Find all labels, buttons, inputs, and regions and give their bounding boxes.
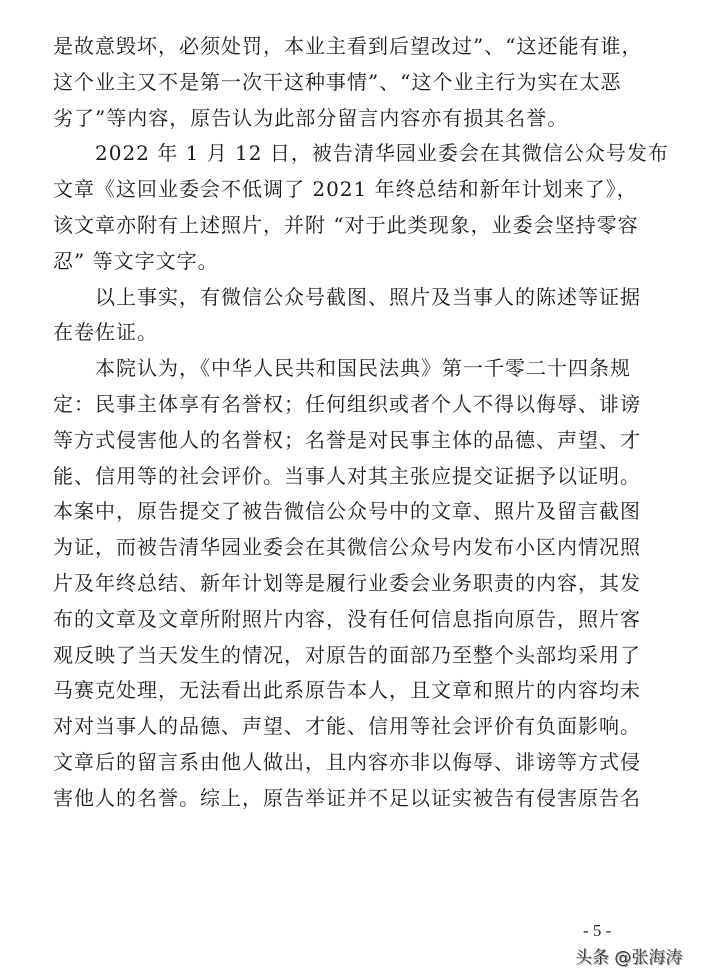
text-line: 观反映了当天发生的情况，对原告的面部乃至整个头部均采用了 [53,642,641,667]
text-line: 布的文章及文章所附照片内容，没有任何信息指向原告，照片客 [53,606,641,631]
text-line: 在卷佐证。 [53,320,158,345]
paragraph-start-line: 本院认为，《中华人民共和国民法典》第一千零二十四条规 [95,356,631,381]
watermark: 头条 @张海涛 [575,948,683,968]
text-line: 害他人的名誉。综上，原告举证并不足以证实被告有侵害原告名 [53,785,641,810]
document-body [53,29,669,817]
paragraph-start-line: 2022 年 1 月 12 日，被告清华园业委会在其微信公众号发布 [95,141,669,166]
text-line: 片及年终总结、新年计划等是履行业委会业务职责的内容，其发 [53,570,641,595]
page-number: - 5 - [583,921,612,940]
text-line: 为证，而被告清华园业委会在其微信公众号内发布小区内情况照 [53,535,641,560]
text-line: 等方式侵害他人的名誉权；名誉是对民事主体的品德、声望、才 [53,427,641,452]
text-line: 定：民事主体享有名誉权；任何组织或者个人不得以侮辱、诽谤 [53,391,641,416]
text-line: 马赛克处理，无法看出此系原告本人，且文章和照片的内容均未 [53,678,641,703]
text-line: 劣了”等内容，原告认为此部分留言内容亦有损其名誉。 [53,105,569,130]
text-line: 该文章亦附有上述照片，并附 “对于此类现象，业委会坚持零容 [53,212,639,237]
text-line: 文章《这回业委会不低调了 2021 年终总结和新年计划来了》， [53,177,638,202]
paragraph-start-line: 以上事实，有微信公众号截图、照片及当事人的陈述等证据 [95,284,641,309]
text-line: 文章后的留言系由他人做出，且内容亦非以侮辱、诽谤等方式侵 [53,749,641,774]
text-line: 对对当事人的品德、声望、才能、信用等社会评价有负面影响。 [53,714,641,739]
text-line: 本案中，原告提交了被告微信公众号中的文章、照片及留言截图 [53,499,641,524]
text-line: 是故意毁坏，必须处罚，本业主看到后望改过”、“这还能有谁， [53,34,643,58]
text-line: 忍” 等文字文字。 [53,248,219,273]
text-line: 能、信用等的社会评价。当事人对其主张应提交证据予以证明。 [53,463,641,488]
text-line: 这个业主又不是第一次干这种事情”、“这个业主行为实在太恶 [53,69,622,94]
